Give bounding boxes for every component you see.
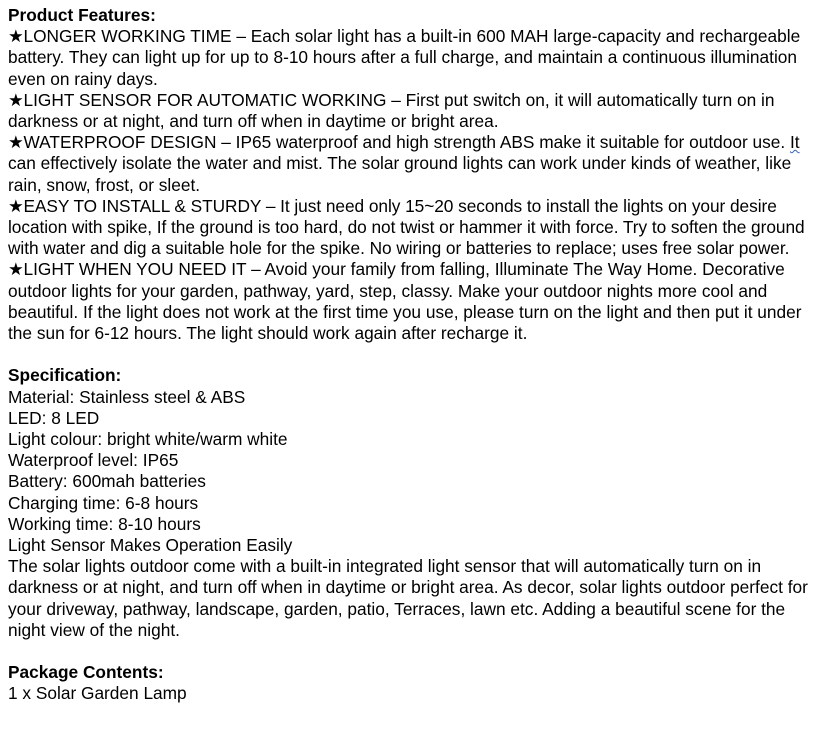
spec-led: LED: 8 LED	[8, 407, 100, 428]
spellcheck-marked-word: It	[789, 132, 800, 153]
spec-light-sensor: Light Sensor Makes Operation Easily	[8, 535, 293, 556]
product-features-section	[8, 5, 809, 344]
spec-light-colour: Light colour: bright white/warm white	[8, 429, 288, 450]
feature-waterproof-text-end: can effectively isolate the water and mist. The solar ground lights can work under kinds of weather, like rain, snow, frost, or sleet.	[8, 153, 792, 195]
feature-light-sensor: ★LIGHT SENSOR FOR AUTOMATIC WORKING – First put switch on, it will automatically turn on in darkness or at night, and turn off when in daytime or bright area.	[8, 89, 775, 132]
package-item: 1 x Solar Garden Lamp	[8, 683, 187, 704]
specification-heading: Specification:	[8, 365, 122, 386]
feature-longer-working-time: ★LONGER WORKING TIME – Each solar light has a built-in 600 MAH large-capacity and rechargeable battery. They can light up for up to 8-10 hours after a full charge, and maintain a continuous illumination even on rainy days.	[8, 26, 801, 89]
spec-working-time: Working time: 8-10 hours	[8, 513, 201, 534]
spec-battery: Battery: 600mah batteries	[8, 471, 206, 492]
spec-description: The solar lights outdoor come with a built-in integrated light sensor that will automatically turn on in darkness or at night, and turn off when in daytime or bright area. As decor, solar lights outdoor perfect for your driveway, pathway, landscape, garden, patio, Terraces, lawn etc. Adding a beautiful scene for the night view of the night.	[8, 556, 808, 640]
spec-charging-time: Charging time: 6-8 hours	[8, 492, 199, 513]
specification-section	[8, 365, 809, 641]
feature-light-when-you-need-it: ★LIGHT WHEN YOU NEED IT – Avoid your family from falling, Illuminate The Way Home. Decorative outdoor lights for your garden, pathway, yard, step, classy. Make your outdoor nights more cool and beautiful. If the light does not work at the first time you use, please turn on the light and then put it under the sun for 6-12 hours. The light should work again after recharge it.	[8, 259, 802, 344]
package-contents-section	[8, 662, 809, 704]
package-contents-heading: Package Contents:	[8, 662, 164, 683]
feature-easy-to-install: ★EASY TO INSTALL & STURDY – It just need only 15~20 seconds to install the lights on your desire location with spike, If the ground is too hard, do not twist or hammer it with force. Try to soften the ground with water and dig a suitable hole for the spike. No wiring or batteries to replace; uses free solar power.	[8, 195, 805, 259]
blank-line	[8, 344, 809, 365]
spec-material: Material: Stainless steel & ABS	[8, 386, 246, 407]
product-features-heading: Product Features:	[8, 5, 156, 25]
feature-waterproof-text-start: ★WATERPROOF DESIGN – IP65 waterproof and high strength ABS make it suitable for outdoor use.	[8, 132, 790, 153]
spec-waterproof-level: Waterproof level: IP65	[8, 450, 179, 471]
feature-waterproof-design	[8, 132, 809, 196]
blank-line	[8, 641, 809, 662]
